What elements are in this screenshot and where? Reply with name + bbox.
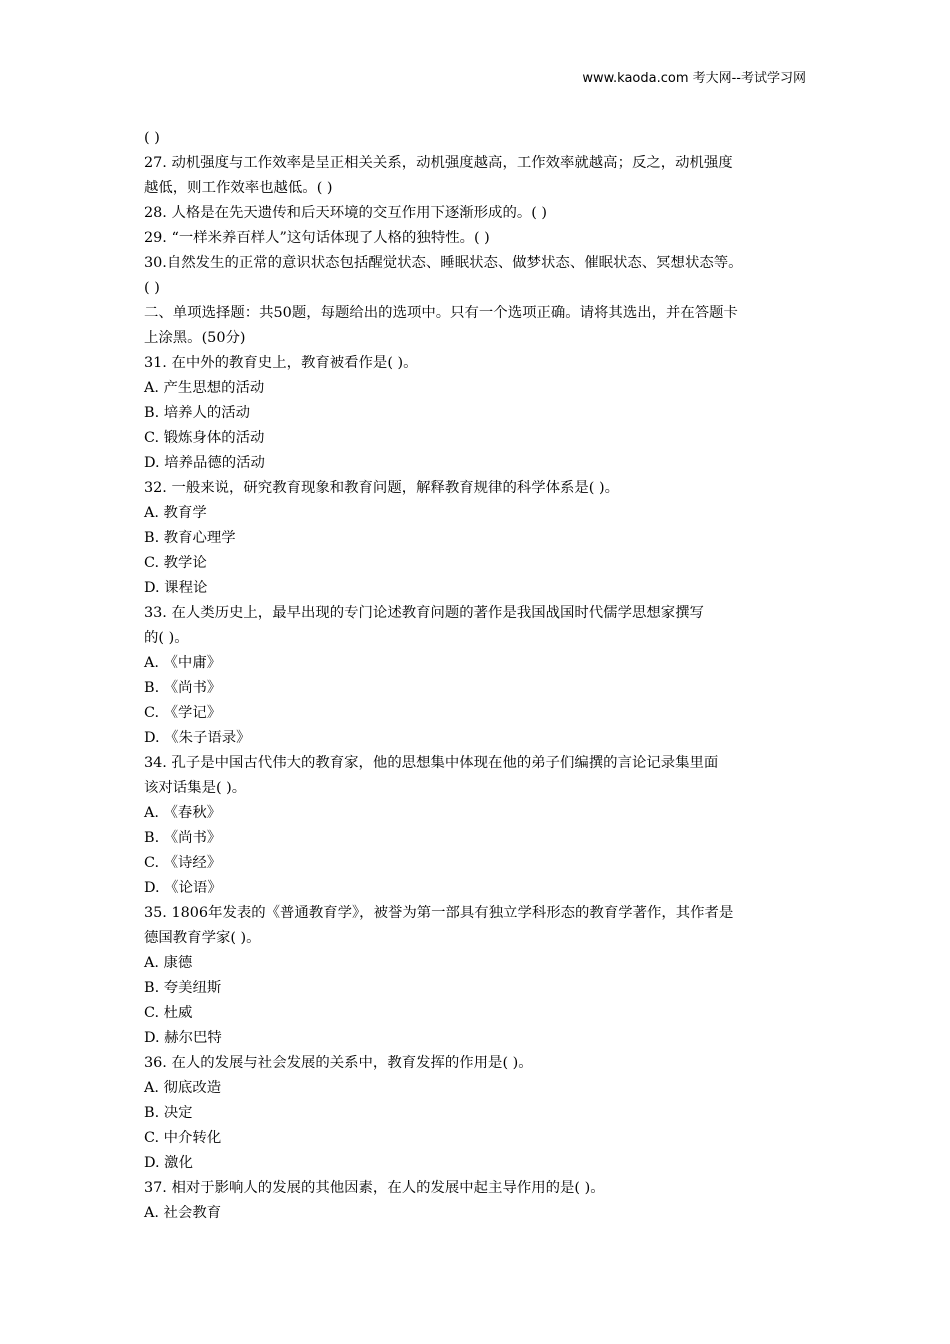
option: B. 《尚书》 (144, 680, 222, 696)
question: 34. 孔子是中国古代伟大的教育家，他的思想集中体现在他的弟子们编撰的言论记录集里面 (144, 755, 719, 771)
question: 33. 在人类历史上，最早出现的专门论述教育问题的著作是我国战国时代儒学思想家撰写 (144, 605, 704, 621)
option: B. 培养人的活动 (144, 405, 251, 421)
option: A. 彻底改造 (144, 1080, 222, 1096)
option: B. 夸美纽斯 (144, 980, 222, 996)
option: D. 《论语》 (144, 880, 222, 896)
question: 该对话集是( )。 (144, 780, 247, 796)
question: 36. 在人的发展与社会发展的关系中，教育发挥的作用是( )。 (144, 1055, 533, 1071)
question: 37. 相对于影响人的发展的其他因素，在人的发展中起主导作用的是( )。 (144, 1180, 605, 1196)
text-line: 27. 动机强度与工作效率是呈正相关关系，动机强度越高，工作效率就越高；反之，动机强度 (144, 155, 733, 171)
section-heading: 上涂黑。(50分) (144, 330, 246, 346)
page-header-site: www.kaoda.com 考大网--考试学习网 (582, 71, 806, 86)
option: D. 激化 (144, 1155, 193, 1171)
option: D. 《朱子语录》 (144, 730, 251, 746)
text-line: 29. “一样米养百样人”这句话体现了人格的独特性。( ) (144, 230, 490, 246)
question: 32. 一般来说，研究教育现象和教育问题，解释教育规律的科学体系是( )。 (144, 480, 619, 496)
option: A. 《中庸》 (144, 655, 222, 671)
option: C. 《学记》 (144, 705, 222, 721)
option: A. 社会教育 (144, 1205, 222, 1221)
option: C. 《诗经》 (144, 855, 222, 871)
option: B. 教育心理学 (144, 530, 236, 546)
option: B. 决定 (144, 1105, 193, 1121)
option: A. 产生思想的活动 (144, 380, 265, 396)
document-body (144, 126, 808, 1226)
question: 的( )。 (144, 630, 189, 646)
question: 德国教育学家( )。 (144, 930, 261, 946)
option: A. 《春秋》 (144, 805, 222, 821)
option: D. 培养品德的活动 (144, 455, 265, 471)
section-heading: 二、单项选择题：共50题，每题给出的选项中。只有一个选项正确。请将其选出，并在答题卡 (144, 305, 738, 321)
option: C. 杜威 (144, 1005, 193, 1021)
text-line: 越低，则工作效率也越低。( ) (144, 180, 333, 196)
option: D. 课程论 (144, 580, 208, 596)
option: D. 赫尔巴特 (144, 1030, 222, 1046)
option: C. 教学论 (144, 555, 207, 571)
option: A. 教育学 (144, 505, 207, 521)
text-line: ( ) (144, 280, 160, 296)
question: 35. 1806年发表的《普通教育学》，被誉为第一部具有独立学科形态的教育学著作，其作者是 (144, 905, 734, 921)
text-line: ( ) (144, 130, 160, 146)
question: 31. 在中外的教育史上，教育被看作是( )。 (144, 355, 418, 371)
option: A. 康德 (144, 955, 193, 971)
option: C. 中介转化 (144, 1130, 222, 1146)
text-line: 30.自然发生的正常的意识状态包括醒觉状态、睡眠状态、做梦状态、催眠状态、冥想状态等。 (144, 255, 743, 271)
text-line: 28. 人格是在先天遗传和后天环境的交互作用下逐渐形成的。( ) (144, 205, 548, 221)
option: B. 《尚书》 (144, 830, 222, 846)
option: C. 锻炼身体的活动 (144, 430, 265, 446)
